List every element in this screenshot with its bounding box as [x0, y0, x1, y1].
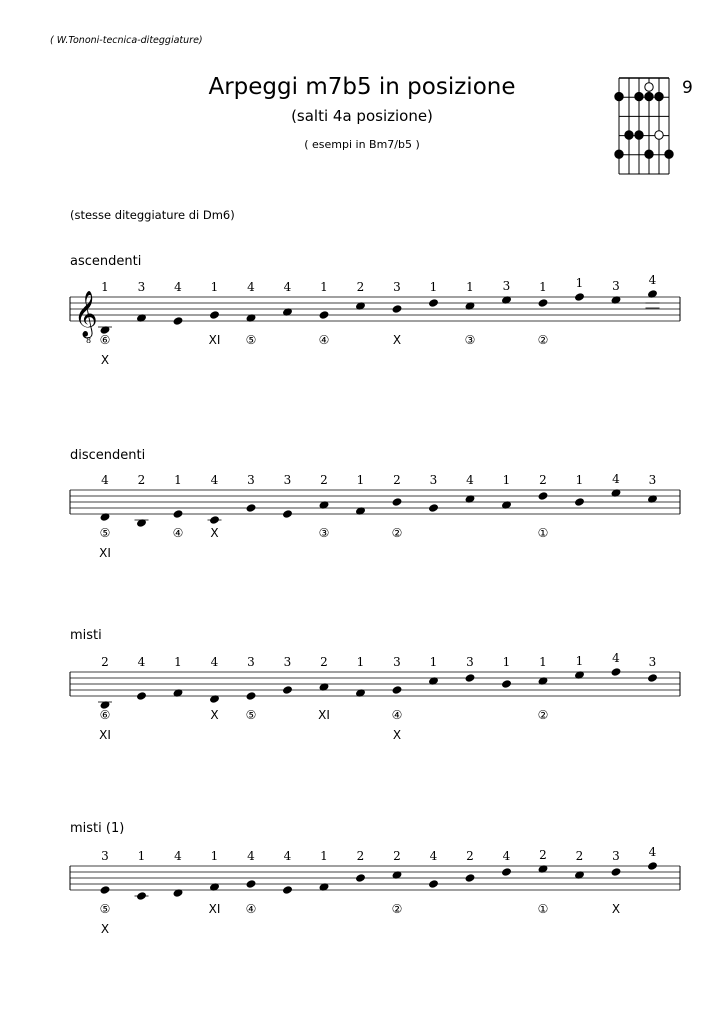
chord-diagram-dot [635, 92, 643, 100]
finger-number: 4 [502, 849, 511, 863]
note-head [391, 685, 402, 695]
section-label-misti-1: misti (1) [70, 821, 125, 836]
chord-diagram-dot [635, 131, 643, 139]
finger-number: 4 [247, 849, 255, 863]
note-head [464, 494, 475, 504]
note-head [136, 313, 147, 323]
note-head [282, 509, 293, 519]
note-head [209, 694, 220, 704]
note-head [172, 888, 183, 898]
finger-number: 3 [247, 655, 255, 669]
chord-diagram-dot [645, 92, 653, 100]
chord-diagram-dot [645, 150, 653, 158]
note-head [318, 500, 329, 510]
chord-diagram-dot [615, 150, 623, 158]
finger-number: 4 [466, 473, 474, 487]
note-head [647, 673, 658, 683]
string-number: ④ [318, 333, 330, 347]
note-head [282, 885, 293, 895]
note-head [99, 512, 110, 522]
position-mark: XI [208, 333, 221, 347]
section-label-misti: misti [70, 628, 102, 643]
position-mark: XI [99, 728, 111, 742]
string-number: ④ [245, 902, 257, 916]
finger-number: 1 [210, 849, 219, 863]
note-head [501, 295, 512, 305]
note-head [428, 879, 439, 889]
note-head [245, 503, 256, 513]
chord-diagram-dot [625, 131, 633, 139]
note-head [464, 301, 475, 311]
finger-number: 1 [502, 655, 511, 669]
position-mark: X [611, 902, 621, 916]
staff-1 [70, 488, 680, 528]
finger-number: 3 [283, 473, 292, 487]
string-number: ② [537, 708, 549, 722]
finger-number: 2 [393, 849, 401, 863]
note-head [647, 289, 658, 299]
note-head [428, 298, 439, 308]
chord-diagram-open-dot [655, 131, 663, 139]
finger-number: 1 [137, 849, 146, 863]
string-number: ② [391, 902, 403, 916]
note-head [282, 307, 293, 317]
string-number: ② [537, 333, 549, 347]
clef-octave-mark: 8 [86, 336, 92, 345]
finger-number: 2 [539, 473, 547, 487]
position-mark: XI [318, 708, 330, 722]
note-head [318, 310, 329, 320]
staff-0 [70, 289, 680, 345]
finger-number: 3 [648, 655, 657, 669]
finger-number: 2 [393, 473, 401, 487]
finger-number: 3 [137, 280, 146, 294]
note-head [245, 879, 256, 889]
position-mark: X [210, 708, 219, 722]
finger-number: 1 [575, 654, 584, 668]
finger-number: 1 [101, 280, 109, 294]
chord-diagram-open-dot [645, 83, 653, 91]
note-head [501, 679, 512, 689]
finger-number: 3 [612, 279, 620, 293]
string-number: ④ [172, 526, 184, 540]
finger-number: 1 [429, 280, 438, 294]
note-head [391, 870, 402, 880]
example-note: ( esempi in Bm7/b5 ) [304, 138, 420, 151]
note-head [428, 676, 439, 686]
note-head [245, 313, 256, 323]
finger-number: 2 [466, 849, 474, 863]
finger-number: 3 [466, 655, 474, 669]
chord-diagram [615, 78, 673, 174]
note-head [209, 515, 220, 525]
finger-number: 4 [210, 655, 219, 669]
staff-3 [70, 861, 680, 901]
note-head [136, 691, 147, 701]
string-number: ③ [464, 333, 476, 347]
note-head [610, 667, 621, 677]
string-number: ③ [318, 526, 330, 540]
position-mark: XI [208, 902, 221, 916]
finger-number: 3 [247, 473, 255, 487]
string-number: ⑤ [99, 902, 111, 916]
position-mark: X [100, 353, 110, 367]
finger-number: 2 [539, 848, 547, 862]
note-head [355, 688, 366, 698]
finger-number: 1 [356, 655, 365, 669]
finger-number: 3 [502, 279, 511, 293]
finger-number: 3 [429, 473, 438, 487]
string-number: ⑥ [99, 333, 111, 347]
note-head [209, 882, 220, 892]
finger-number: 4 [174, 849, 182, 863]
page-number: 9 [682, 78, 693, 98]
note-head [501, 500, 512, 510]
note-head [136, 518, 147, 528]
position-mark: XI [99, 546, 111, 560]
finger-number: 2 [356, 849, 365, 863]
note-head [574, 870, 585, 880]
string-number: ① [537, 526, 549, 540]
position-mark: X [210, 526, 219, 540]
finger-number: 1 [539, 655, 547, 669]
note-head [537, 491, 548, 501]
finger-number: 3 [393, 280, 401, 294]
finger-number: 2 [137, 473, 146, 487]
finger-number: 4 [429, 849, 438, 863]
note-head [355, 506, 366, 516]
note-head [464, 873, 475, 883]
finger-number: 1 [575, 473, 584, 487]
string-number: ⑤ [245, 333, 257, 347]
finger-number: 4 [137, 655, 146, 669]
string-number: ⑤ [245, 708, 257, 722]
finger-number: 3 [393, 655, 401, 669]
note-head [610, 488, 621, 498]
staff-2 [70, 667, 680, 710]
string-number: ⑤ [99, 526, 111, 540]
note-head [282, 685, 293, 695]
note-head [355, 301, 366, 311]
finger-number: 1 [502, 473, 511, 487]
note-head [318, 682, 329, 692]
finger-number: 4 [612, 472, 620, 486]
position-mark: X [392, 728, 402, 742]
finger-number: 4 [612, 651, 620, 665]
finger-number: 1 [575, 276, 584, 290]
note-head [647, 494, 658, 504]
note-head [391, 497, 402, 507]
note-head [537, 298, 548, 308]
treble-clef-8vb: 𝄞 [74, 291, 98, 337]
finger-number: 1 [174, 655, 182, 669]
string-number: ② [391, 526, 403, 540]
finger-number: 2 [101, 655, 109, 669]
note-head [610, 295, 621, 305]
note-head [136, 891, 147, 901]
note-head [99, 885, 110, 895]
finger-number: 3 [283, 655, 292, 669]
string-number: ① [537, 902, 549, 916]
note-head [537, 864, 548, 874]
finger-number: 3 [101, 849, 109, 863]
finger-number: 1 [320, 849, 328, 863]
note-head [318, 882, 329, 892]
string-number: ④ [391, 708, 403, 722]
finger-number: 3 [648, 473, 657, 487]
finger-number: 2 [320, 655, 328, 669]
finger-number: 4 [648, 845, 657, 859]
finger-number: 4 [101, 473, 109, 487]
finger-number: 4 [174, 280, 182, 294]
section-label-ascendenti: ascendenti [70, 254, 142, 269]
finger-number: 4 [247, 280, 255, 294]
finger-number: 2 [356, 280, 365, 294]
finger-number: 1 [539, 280, 547, 294]
position-mark: X [100, 922, 110, 936]
finger-number: 4 [210, 473, 219, 487]
chord-diagram-dot [615, 92, 623, 100]
note-head [209, 310, 220, 320]
note-head [537, 676, 548, 686]
note-head [172, 316, 183, 326]
finger-number: 1 [210, 280, 219, 294]
note-head [172, 509, 183, 519]
finger-number: 2 [320, 473, 328, 487]
position-mark: X [392, 333, 402, 347]
string-number: ⑥ [99, 708, 111, 722]
credit-line: ( W.Tononi-tecnica-diteggiature) [50, 35, 203, 46]
note-head [574, 497, 585, 507]
note-head [574, 670, 585, 680]
finger-number: 1 [174, 473, 182, 487]
page-subtitle: (salti 4a posizione) [291, 107, 433, 125]
chord-diagram-dot [665, 150, 673, 158]
section-label-discendenti: discendenti [70, 448, 146, 463]
note-head [391, 304, 402, 314]
finger-number: 1 [429, 655, 438, 669]
finger-number: 4 [648, 273, 657, 287]
note-head [428, 503, 439, 513]
finger-number: 1 [356, 473, 365, 487]
finger-number: 4 [283, 849, 292, 863]
note-head [464, 673, 475, 683]
fingering-note: (stesse diteggiature di Dm6) [70, 208, 235, 222]
finger-number: 1 [466, 280, 474, 294]
note-head [245, 691, 256, 701]
chord-diagram-dot [655, 92, 663, 100]
note-head [172, 688, 183, 698]
note-head [610, 867, 621, 877]
page-title: Arpeggi m7b5 in posizione [208, 74, 516, 100]
finger-number: 2 [575, 849, 584, 863]
note-head [574, 292, 585, 302]
note-head [501, 867, 512, 877]
note-head [355, 873, 366, 883]
note-head [647, 861, 658, 871]
finger-number: 1 [320, 280, 328, 294]
finger-number: 3 [612, 849, 620, 863]
finger-number: 4 [283, 280, 292, 294]
